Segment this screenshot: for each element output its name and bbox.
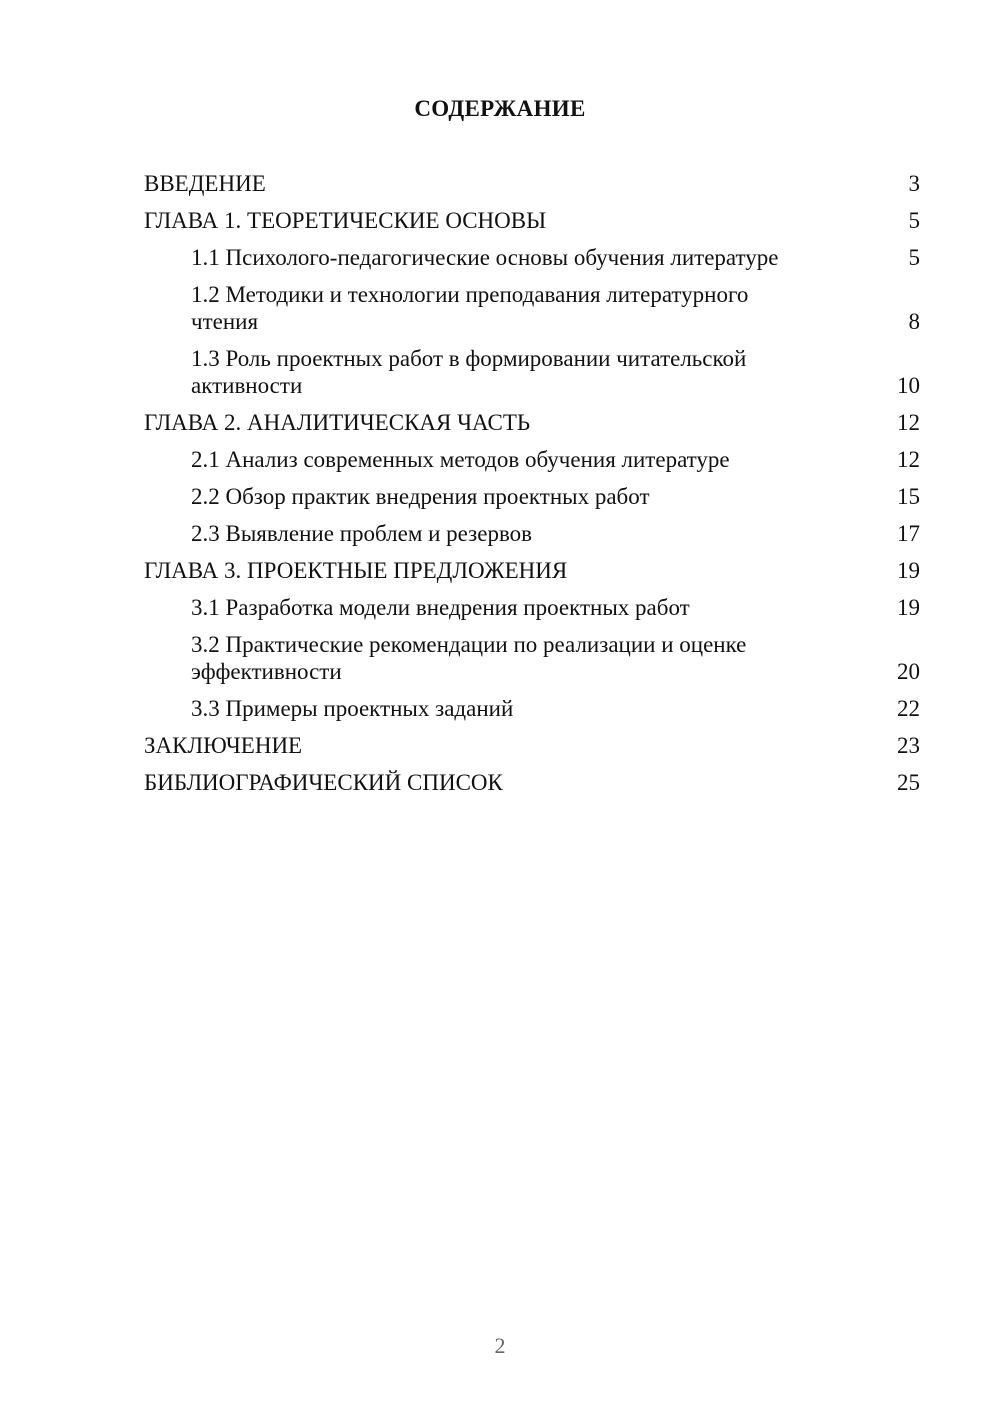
toc-entry-text: 1.1 Психолого-педагогические основы обучения литературе [191,245,779,270]
toc-entry-section-1-1 [144,244,920,271]
toc-entry-page: 17 [897,521,920,546]
toc-entry-section-3-2 [144,631,920,685]
toc-entry-text: 2.2 Обзор практик внедрения проектных работ [191,484,650,509]
toc-entry-text: 3.2 Практические рекомендации по реализации и оценке эффективности [191,632,747,684]
toc-entry-page: 5 [908,245,920,270]
toc-entry-text: 2.3 Выявление проблем и резервов [191,521,533,546]
page-number: 2 [494,1333,506,1358]
toc-entry-introduction [144,170,920,197]
toc-entry-text: 1.3 Роль проектных работ в формировании читательской активности [191,346,747,398]
toc-entry-text: 2.1 Анализ современных методов обучения литературе [191,447,730,472]
toc-entry-text: ГЛАВА 1. ТЕОРЕТИЧЕСКИЕ ОСНОВЫ [144,208,547,233]
toc-entry-section-3-1 [144,594,920,621]
toc-entry-page: 20 [897,659,920,684]
toc-entry-page: 3 [908,171,920,196]
toc-entry-chapter-3 [144,557,920,584]
toc-entry-text: 3.1 Разработка модели внедрения проектных работ [191,595,690,620]
toc-entry-page: 8 [908,309,920,334]
toc-entry-text: ЗАКЛЮЧЕНИЕ [144,733,303,758]
toc-entry-text: ВВЕДЕНИЕ [144,171,266,196]
toc-entry-page: 22 [897,696,920,721]
toc-entry-page: 5 [908,208,920,233]
toc-entry-section-1-2 [144,281,920,335]
toc-entry-bibliography [144,769,920,796]
toc-entry-section-3-3 [144,695,920,722]
toc-entry-text: ГЛАВА 2. АНАЛИТИЧЕСКАЯ ЧАСТЬ [144,410,531,435]
toc-entry-text: БИБЛИОГРАФИЧЕСКИЙ СПИСОК [144,770,503,795]
toc-entry-page: 19 [897,558,920,583]
toc-title: СОДЕРЖАНИЕ [414,96,586,121]
toc-entry-page: 10 [897,373,920,398]
toc-list [144,170,920,806]
toc-entry-chapter-1 [144,207,920,234]
toc-entry-section-1-3 [144,345,920,399]
toc-entry-page: 15 [897,484,920,509]
toc-entry-page: 19 [897,595,920,620]
toc-entry-text: 3.3 Примеры проектных заданий [191,696,514,721]
toc-entry-chapter-2 [144,409,920,436]
toc-entry-section-2-1 [144,446,920,473]
toc-entry-section-2-2 [144,483,920,510]
toc-entry-conclusion [144,732,920,759]
toc-entry-page: 12 [897,447,920,472]
toc-entry-section-2-3 [144,520,920,547]
toc-entry-text: 1.2 Методики и технологии преподавания литературного чтения [191,282,749,334]
toc-entry-text: ГЛАВА 3. ПРОЕКТНЫЕ ПРЕДЛОЖЕНИЯ [144,558,568,583]
toc-entry-page: 25 [897,770,920,795]
toc-entry-page: 12 [897,410,920,435]
toc-entry-page: 23 [897,733,920,758]
